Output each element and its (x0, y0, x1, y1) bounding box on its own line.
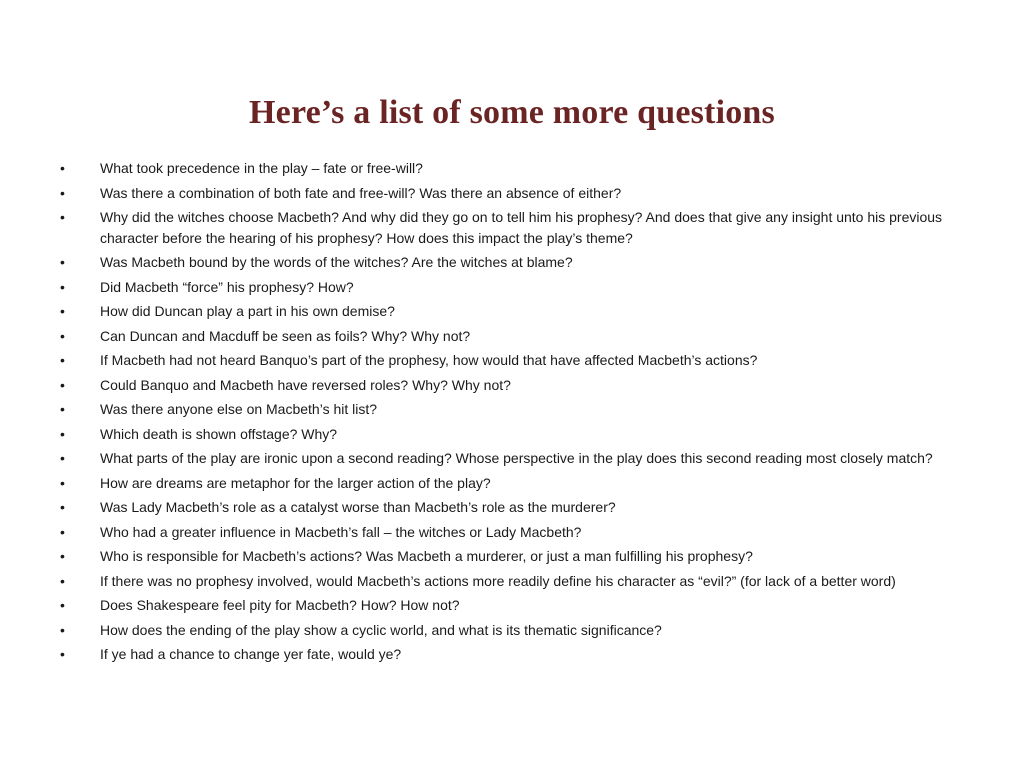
question-item (60, 595, 970, 616)
bullet-icon: • (60, 621, 65, 638)
question-text: Which death is shown offstage? Why? (100, 425, 338, 442)
bullet-icon: • (60, 352, 65, 368)
question-item (60, 497, 970, 518)
question-item (60, 399, 970, 420)
question-item (60, 424, 970, 445)
question-text: How are dreams are metaphor for the larger action of the play? (100, 474, 491, 491)
question-text: If ye had a chance to change yer fate, would ye? (100, 646, 402, 662)
bullet-icon: • (60, 376, 65, 393)
bullet-icon: • (60, 523, 65, 540)
bullet-icon: • (60, 160, 65, 176)
bullet-icon: • (60, 401, 65, 417)
question-text: Was there a combination of both fate and free-will? Was there an absence of either? (100, 184, 622, 201)
question-list (60, 158, 970, 669)
question-text: Could Banquo and Macbeth have reversed roles? Why? Why not? (100, 376, 511, 393)
question-text: Can Duncan and Macduff be seen as foils? Why? Why not? (100, 327, 471, 344)
question-text: Was Macbeth bound by the words of the witches? Are the witches at blame? (100, 254, 573, 270)
slide-title: Here’s a list of some more questions (249, 93, 775, 131)
question-text: If there was no prophesy involved, would Macbeth’s actions more readily define his character as “evil?” (for lack of a better word) (100, 572, 896, 589)
question-item (60, 546, 970, 567)
question-text: Does Shakespeare feel pity for Macbeth? How? How not? (100, 597, 460, 613)
bullet-icon: • (60, 254, 65, 270)
question-text: Who had a greater influence in Macbeth’s fall – the witches or Lady Macbeth? (100, 523, 582, 540)
question-text: If Macbeth had not heard Banquo’s part of the prophesy, how would that have affected Macbeth’s actions? (100, 352, 758, 368)
question-item (60, 301, 970, 322)
question-text: What parts of the play are ironic upon a second reading? Whose perspective in the play does this second reading most closely match? (100, 450, 933, 466)
bullet-icon: • (60, 209, 65, 225)
bullet-icon: • (60, 278, 65, 295)
bullet-icon: • (60, 184, 65, 201)
question-item (60, 644, 970, 665)
bullet-icon: • (60, 303, 65, 319)
question-item (60, 326, 970, 347)
question-text: Was there anyone else on Macbeth’s hit list? (100, 401, 378, 417)
question-text: Why did the witches choose Macbeth? And why did they go on to tell him his prophesy? And does that give any insight unto his previous character before the hearing of his prophesy? How does this impact the play’s theme? (100, 209, 943, 246)
bullet-icon: • (60, 474, 65, 491)
question-item (60, 571, 970, 592)
question-item (60, 350, 970, 371)
bullet-icon: • (60, 450, 65, 466)
question-item (60, 158, 970, 179)
question-text: Who is responsible for Macbeth’s actions? Was Macbeth a murderer, or just a man fulfilling his prophesy? (100, 548, 753, 564)
question-item (60, 375, 970, 396)
question-item (60, 473, 970, 494)
question-text: Did Macbeth “force” his prophesy? How? (100, 278, 354, 295)
question-text: Was Lady Macbeth’s role as a catalyst worse than Macbeth’s role as the murderer? (100, 499, 616, 515)
bullet-icon: • (60, 327, 65, 344)
question-item (60, 277, 970, 298)
bullet-icon: • (60, 646, 65, 662)
question-item (60, 448, 970, 469)
question-text: What took precedence in the play – fate or free-will? (100, 160, 423, 176)
question-text: How does the ending of the play show a cyclic world, and what is its thematic significance? (100, 621, 662, 638)
bullet-icon: • (60, 548, 65, 564)
question-item (60, 183, 970, 204)
question-item (60, 620, 970, 641)
question-item (60, 207, 970, 248)
question-text: How did Duncan play a part in his own demise? (100, 303, 395, 319)
bullet-icon: • (60, 597, 65, 613)
question-item (60, 522, 970, 543)
bullet-icon: • (60, 572, 65, 589)
bullet-icon: • (60, 499, 65, 515)
bullet-icon: • (60, 425, 65, 442)
question-item (60, 252, 970, 273)
